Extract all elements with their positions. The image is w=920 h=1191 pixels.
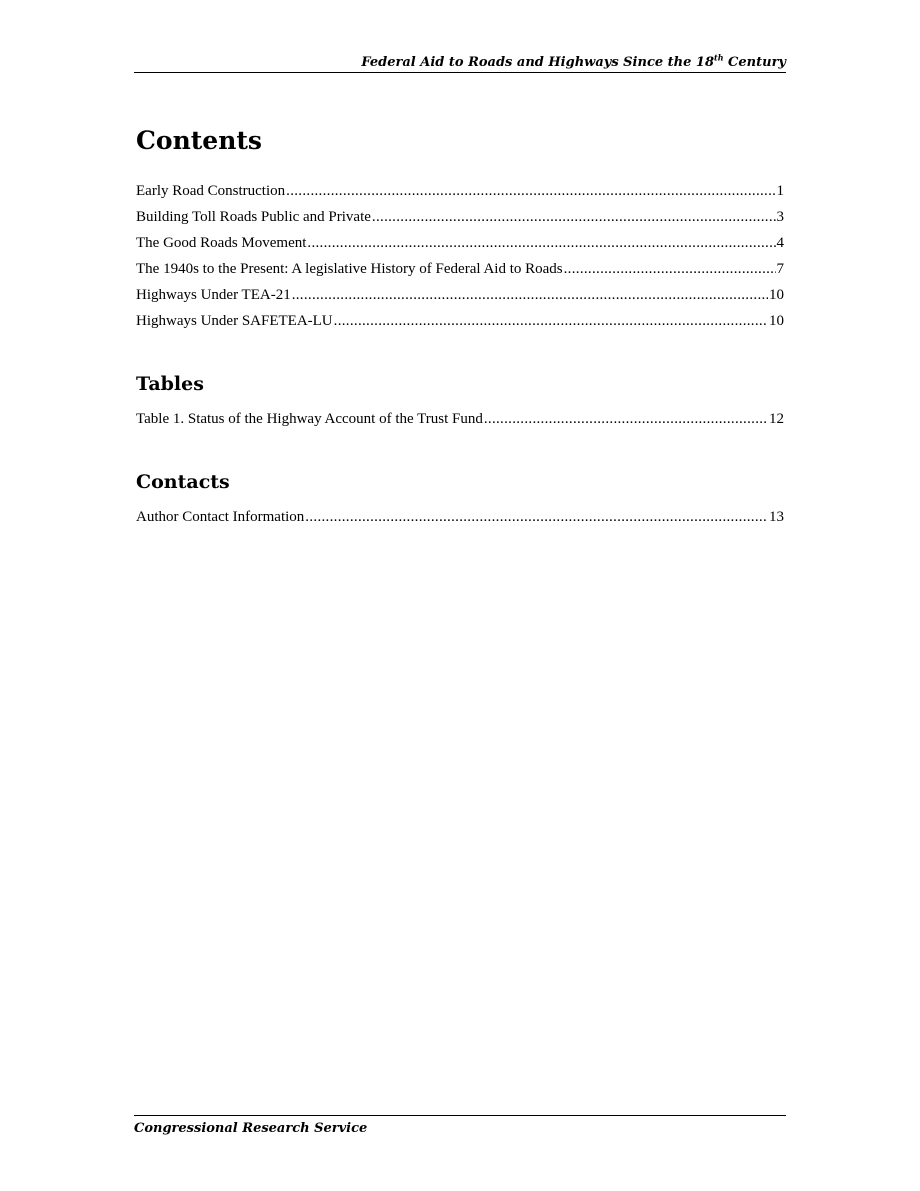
toc-entry-page: 12 bbox=[769, 411, 784, 427]
toc-entry-page: 3 bbox=[776, 209, 784, 225]
toc-entry-title: Table 1. Status of the Highway Account of the Trust Fund bbox=[136, 411, 483, 427]
footer-text: Congressional Research Service bbox=[134, 1121, 368, 1136]
toc-entry-title: Early Road Construction bbox=[136, 183, 286, 199]
toc-entry-page: 10 bbox=[769, 313, 784, 329]
contacts-list bbox=[136, 504, 784, 530]
toc-entry-title: The 1940s to the Present: A legislative History of Federal Aid to Roads bbox=[136, 261, 563, 277]
toc-leader-dots bbox=[372, 204, 776, 230]
toc-leader-dots bbox=[564, 256, 776, 282]
toc-entry[interactable] bbox=[136, 308, 784, 334]
toc-entry-page: 10 bbox=[769, 287, 784, 303]
toc-page-body bbox=[136, 122, 784, 530]
tables-heading: Tables bbox=[136, 373, 204, 395]
toc-leader-dots bbox=[484, 406, 768, 432]
toc-entry[interactable] bbox=[136, 230, 784, 256]
toc-entry-page: 7 bbox=[776, 261, 784, 277]
toc-leader-dots bbox=[307, 230, 775, 256]
toc-entry-title: Author Contact Information bbox=[136, 509, 305, 525]
contents-heading: Contents bbox=[136, 126, 263, 155]
toc-leader-dots bbox=[305, 504, 768, 530]
section-spacer bbox=[136, 334, 784, 370]
toc-entry-page: 1 bbox=[776, 183, 784, 199]
toc-entry[interactable] bbox=[136, 406, 784, 432]
toc-entry[interactable] bbox=[136, 282, 784, 308]
contents-list bbox=[136, 178, 784, 334]
toc-leader-dots bbox=[334, 308, 768, 334]
running-header bbox=[134, 54, 786, 73]
toc-entry-page: 13 bbox=[769, 509, 784, 525]
toc-entry-title: Highways Under TEA-21 bbox=[136, 287, 291, 303]
toc-entry[interactable] bbox=[136, 178, 784, 204]
header-title: Federal Aid to Roads and Highways Since the 18 bbox=[361, 55, 715, 70]
toc-entry-page: 4 bbox=[776, 235, 784, 251]
toc-entry-title: Building Toll Roads Public and Private bbox=[136, 209, 371, 225]
toc-entry-title: The Good Roads Movement bbox=[136, 235, 307, 251]
running-footer bbox=[134, 1115, 786, 1138]
toc-entry-title: Highways Under SAFETEA-LU bbox=[136, 313, 333, 329]
section-spacer bbox=[136, 432, 784, 468]
toc-entry[interactable] bbox=[136, 256, 784, 282]
toc-entry[interactable] bbox=[136, 204, 784, 230]
toc-leader-dots bbox=[292, 282, 768, 308]
tables-list bbox=[136, 406, 784, 432]
toc-entry[interactable] bbox=[136, 504, 784, 530]
header-title-suffix: Century bbox=[723, 55, 786, 70]
contacts-heading: Contacts bbox=[136, 471, 230, 493]
toc-leader-dots bbox=[286, 178, 775, 204]
header-title-superscript: th bbox=[714, 52, 724, 63]
